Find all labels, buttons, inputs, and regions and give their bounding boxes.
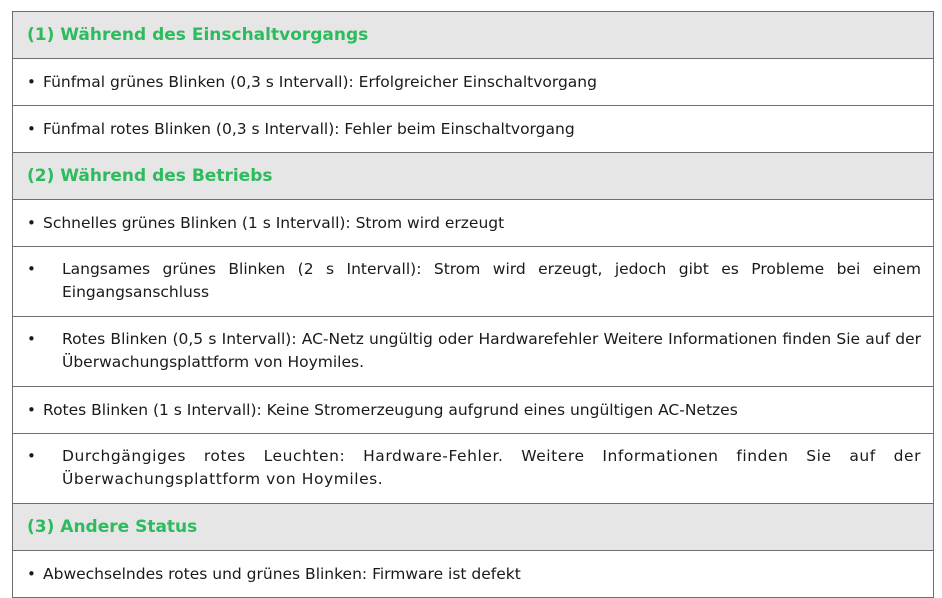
bullet-icon: • [27,330,36,348]
section-heading-text: (1) Während des Einschaltvorgangs [27,25,369,45]
bullet-icon: • [27,447,36,465]
list-item-text: Rotes Blinken (0,5 s Intervall): AC-Netz ungültig oder Hardwarefehler Weitere Informationen finden Sie auf der Überwachungsplattform von Hoymiles. [62,330,921,371]
list-item [13,200,933,247]
list-item-text: Langsames grünes Blinken (2 s Intervall): Strom wird erzeugt, jedoch gibt es Probleme bei einem Eingangsanschluss [62,260,921,301]
list-item-text: Rotes Blinken (1 s Intervall): Keine Stromerzeugung aufgrund eines ungültigen AC-Netzes [43,400,738,419]
bullet-icon: • [27,213,36,232]
list-item [13,434,933,504]
bullet-icon: • [27,260,36,278]
list-item [13,387,933,434]
bullet-icon: • [27,72,36,91]
bullet-icon: • [27,564,36,583]
list-item-text: Schnelles grünes Blinken (1 s Intervall): Strom wird erzeugt [43,213,505,232]
list-item [13,106,933,153]
list-item-text: Fünfmal rotes Blinken (0,3 s Intervall): Fehler beim Einschaltvorgang [43,119,575,138]
section-heading-text: (2) Während des Betriebs [27,166,273,186]
list-item [13,317,933,387]
list-item-text: Fünfmal grünes Blinken (0,3 s Intervall): Erfolgreicher Einschaltvorgang [43,72,597,91]
bullet-icon: • [27,400,36,419]
led-status-table [12,11,934,598]
list-item-text: Durchgängiges rotes Leuchten: Hardware-Fehler. Weitere Informationen finden Sie auf der Überwachungsplattform von Hoymiles. [62,447,921,488]
list-item-text: Abwechselndes rotes und grünes Blinken: Firmware ist defekt [43,564,521,583]
section-heading-startup [13,12,933,59]
list-item [13,247,933,317]
section-heading-other [13,504,933,551]
section-heading-text: (3) Andere Status [27,517,198,537]
list-item [13,551,933,598]
list-item [13,59,933,106]
section-heading-operation [13,153,933,200]
bullet-icon: • [27,119,36,138]
